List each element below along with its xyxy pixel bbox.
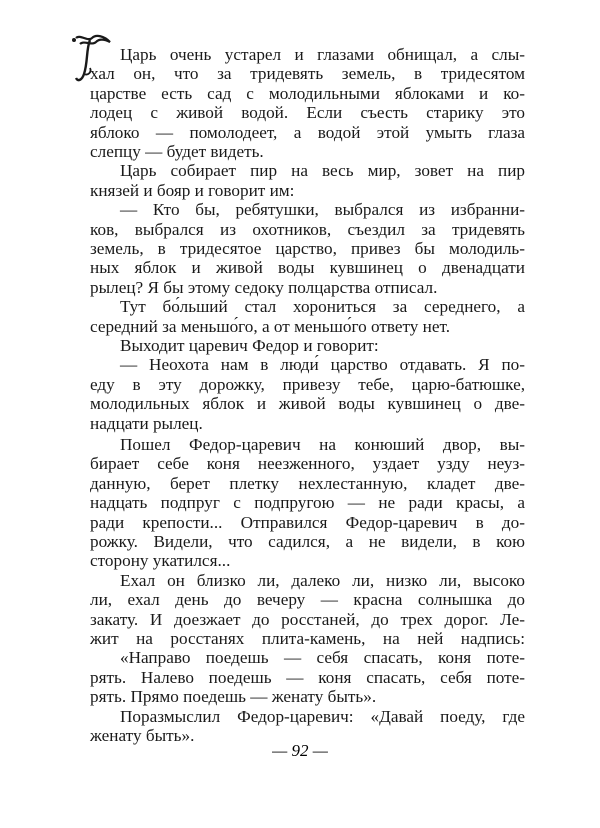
text-line: хал он, что за тридевять земель, в тридесятом bbox=[90, 64, 525, 84]
text-line: рожку. Видели, что садился, а не видели, в кою bbox=[90, 532, 525, 551]
text-line: рылец? Я бы этому седоку полцарства отписал. bbox=[90, 277, 438, 297]
text-line: Царь очень устарел и глазами обнищал, а слы- bbox=[120, 45, 525, 64]
text-line: бирает себе коня неезженного, уздает узду неуз- bbox=[90, 454, 525, 474]
text-line: Царь собирает пир на весь мир, зовет на пир bbox=[120, 161, 525, 181]
text-line: ков, выбрался из охотников, съездил за тридевять bbox=[90, 219, 525, 239]
text-line: лодец с живой водой. Если съесть старику это bbox=[90, 103, 525, 123]
text-line: сторону укатился... bbox=[90, 551, 231, 571]
text-line: ных яблок и живой воды кувшинец о двенадцати bbox=[90, 258, 525, 278]
text-line: середний за меньшо́го, а от меньшо́го ответу нет. bbox=[90, 316, 451, 336]
text-line: жит на росстанях плита-камень, на ней надпись: bbox=[90, 629, 525, 648]
text-line: женату быть». bbox=[90, 726, 195, 745]
text-line: надцати рылец. bbox=[90, 413, 203, 433]
text-line: Ехал он близко ли, далеко ли, низко ли, высоко bbox=[120, 570, 525, 590]
text-line: — Неохота нам в люди́ царство отдавать. Я по- bbox=[120, 355, 525, 375]
text-line: царстве есть сад с молодильными яблоками и ко- bbox=[90, 83, 525, 103]
text-line: Поразмыслил Федор-царевич: «Давай поеду, где bbox=[120, 706, 525, 726]
text-line: молодильных яблок и живой воды кувшинец о две- bbox=[90, 394, 525, 414]
text-line: слепцу — будет видеть. bbox=[90, 142, 264, 161]
text-line: ли, ехал день до вечеру — красна солнышка до bbox=[90, 590, 525, 610]
text-line: яблоко — помолодеет, а водой этой умыть глаза bbox=[90, 122, 525, 142]
text-line: ради крепости... Отправился Федор-царевич в до- bbox=[90, 512, 525, 532]
text-line: «Направо поедешь — себя спасать, коня поте- bbox=[120, 648, 525, 668]
text-line: закату. И доезжает до росстаней, до трех дорог. Ле- bbox=[90, 609, 525, 629]
text-line: данную, берет плетку нехлестанную, кладет две- bbox=[90, 473, 525, 493]
text-line: надцать подпруг с подпругою — не ради красы, а bbox=[90, 493, 525, 513]
page-number: — 92 — bbox=[272, 741, 328, 760]
text-line: рять. Прямо поедешь — женату быть». bbox=[90, 687, 377, 707]
text-line: еду в эту дорожку, привезу тебе, царю-батюшке, bbox=[90, 374, 525, 394]
text-line: Выходит царевич Федор и говорит: bbox=[120, 336, 379, 355]
text-line: — Кто бы, ребятушки, выбрался из избранни- bbox=[120, 200, 525, 220]
text-line: Тут бо́льший стал хорониться за середнего, а bbox=[120, 297, 525, 317]
text-line: рять. Налево поедешь — коня спасать, себя поте- bbox=[90, 667, 525, 687]
text-line: земель, в тридесятое царство, привез бы молодиль- bbox=[90, 239, 525, 258]
text-line: князей и бояр и говорит им: bbox=[90, 180, 295, 200]
text-line: Пошел Федор-царевич на конюший двор, вы- bbox=[120, 435, 525, 454]
